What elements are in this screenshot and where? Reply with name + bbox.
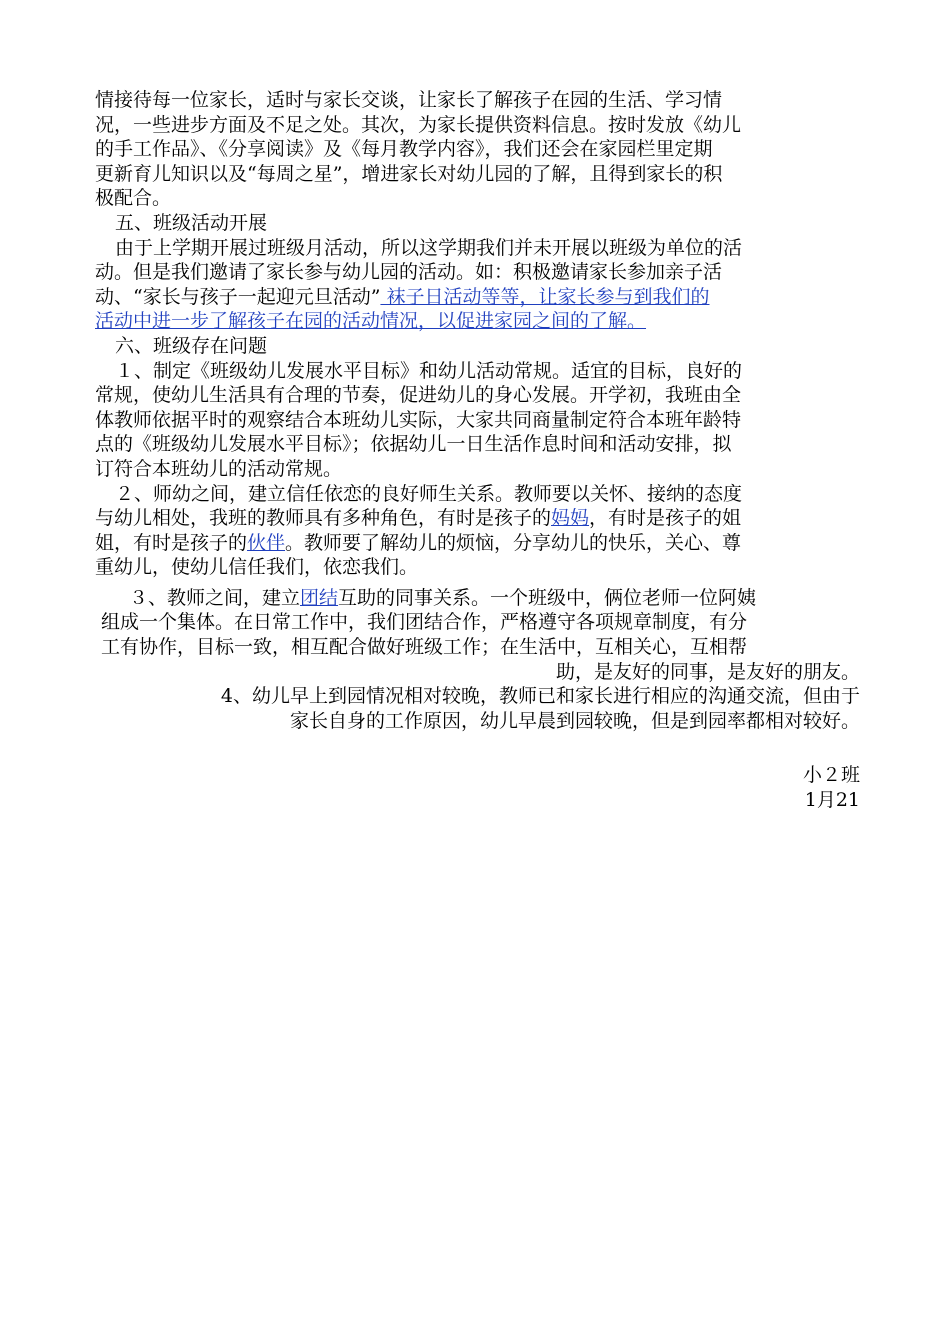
section-heading: 六、班级存在问题 — [115, 334, 268, 357]
issue-item-1 — [95, 359, 860, 482]
text-line: 点的《班级幼儿发展水平目标》；依据幼儿一日生活作息时间和活动安排，拟 — [95, 433, 732, 456]
text-line: 组成一个集体。在日常工作中，我们团结合作，严格遵守各项规章制度，有分 — [101, 611, 748, 634]
text-line — [95, 309, 860, 334]
text-line: 工有协作，目标一致，相互配合做好班级工作；在生活中，互相关心，互相帮 — [101, 636, 748, 659]
text-line — [95, 586, 860, 611]
text-line: 由于上学期开展过班级月活动，所以这学期我们并未开展以班级为单位的活 — [115, 236, 743, 259]
text-line — [95, 506, 860, 531]
section-heading: 五、班级活动开展 — [115, 211, 268, 234]
text-span: 姐，有时是孩子的 — [95, 531, 248, 554]
activity-link[interactable]: 袜子日活动等等，让家长参与到我们的 — [380, 285, 710, 308]
mama-link[interactable]: 妈妈 — [551, 507, 590, 530]
paragraph-parent-communication — [95, 88, 860, 211]
text-line — [95, 531, 860, 556]
text-line: 家长自身的工作原因，幼儿早晨到园较晚，但是到园率都相对较好。 — [289, 709, 860, 732]
document-page — [95, 88, 860, 813]
text-line: 助，是友好的同事，是友好的朋友。 — [555, 660, 860, 683]
issue-item-2 — [95, 482, 860, 580]
text-line: 常规，使幼儿生活具有合理的节奏，促进幼儿的身心发展。开学初，我班由全 — [95, 384, 742, 407]
text-span: 动、“家长与孩子一起迎元旦活动” — [95, 285, 381, 308]
unity-link[interactable]: 团结 — [300, 586, 339, 609]
issue-item-3 — [95, 586, 860, 684]
text-span: ３、教师之间，建立 — [129, 586, 301, 609]
signature-date: 1月21 — [804, 789, 860, 812]
text-line: 况，一些进步方面及不足之处。其次，为家长提供资料信息。按时发放《幼儿 — [95, 113, 742, 136]
text-span: 互助的同事关系。一个班级中，俩位老师一位阿姨 — [338, 586, 757, 609]
issue-item-4 — [95, 684, 860, 733]
text-line: 更新育儿知识以及“每周之星”，增进家长对幼儿园的了解，且得到家长的积 — [95, 162, 723, 185]
text-line: 极配合。 — [95, 187, 172, 210]
text-line: ２、师幼之间，建立信任依恋的良好师生关系。教师要以关怀、接纳的态度 — [115, 482, 743, 505]
text-span: 与幼儿相处，我班的教师具有多种角色，有时是孩子的 — [95, 507, 552, 530]
text-line: 重幼儿，使幼儿信任我们，依恋我们。 — [95, 556, 419, 579]
text-line: 情接待每一位家长，适时与家长交谈，让家长了解孩子在园的生活、学习情 — [95, 89, 723, 111]
signature-class: 小２班 — [802, 764, 860, 787]
text-span: 。教师要了解幼儿的烦恼，分享幼儿的快乐，关心、尊 — [285, 531, 742, 554]
partner-link[interactable]: 伙伴 — [247, 531, 286, 554]
text-line: 体教师依据平时的观察结合本班幼儿实际，大家共同商量制定符合本班年龄特 — [95, 408, 742, 431]
signature-block — [95, 763, 860, 812]
section-class-activities — [95, 211, 860, 334]
text-line: 4、幼儿早上到园情况相对较晚，教师已和家长进行相应的沟通交流，但由于 — [220, 685, 860, 708]
text-line: 的手工作品》、《分享阅读》及《每月教学内容》，我们还会在家园栏里定期 — [95, 138, 713, 161]
text-line: 动。但是我们邀请了家长参与幼儿园的活动。如：积极邀请家长参加亲子活 — [95, 261, 723, 284]
section-class-issues — [95, 334, 860, 734]
text-span: ，有时是孩子的姐 — [589, 507, 742, 530]
text-line: １、制定《班级幼儿发展水平目标》和幼儿活动常规。适宜的目标，良好的 — [115, 359, 743, 382]
activity-link[interactable]: 活动中进一步了解孩子在园的活动情况，以促进家园之间的了解。 — [95, 310, 647, 333]
text-line: 订符合本班幼儿的活动常规。 — [95, 457, 343, 480]
text-line — [95, 285, 860, 310]
